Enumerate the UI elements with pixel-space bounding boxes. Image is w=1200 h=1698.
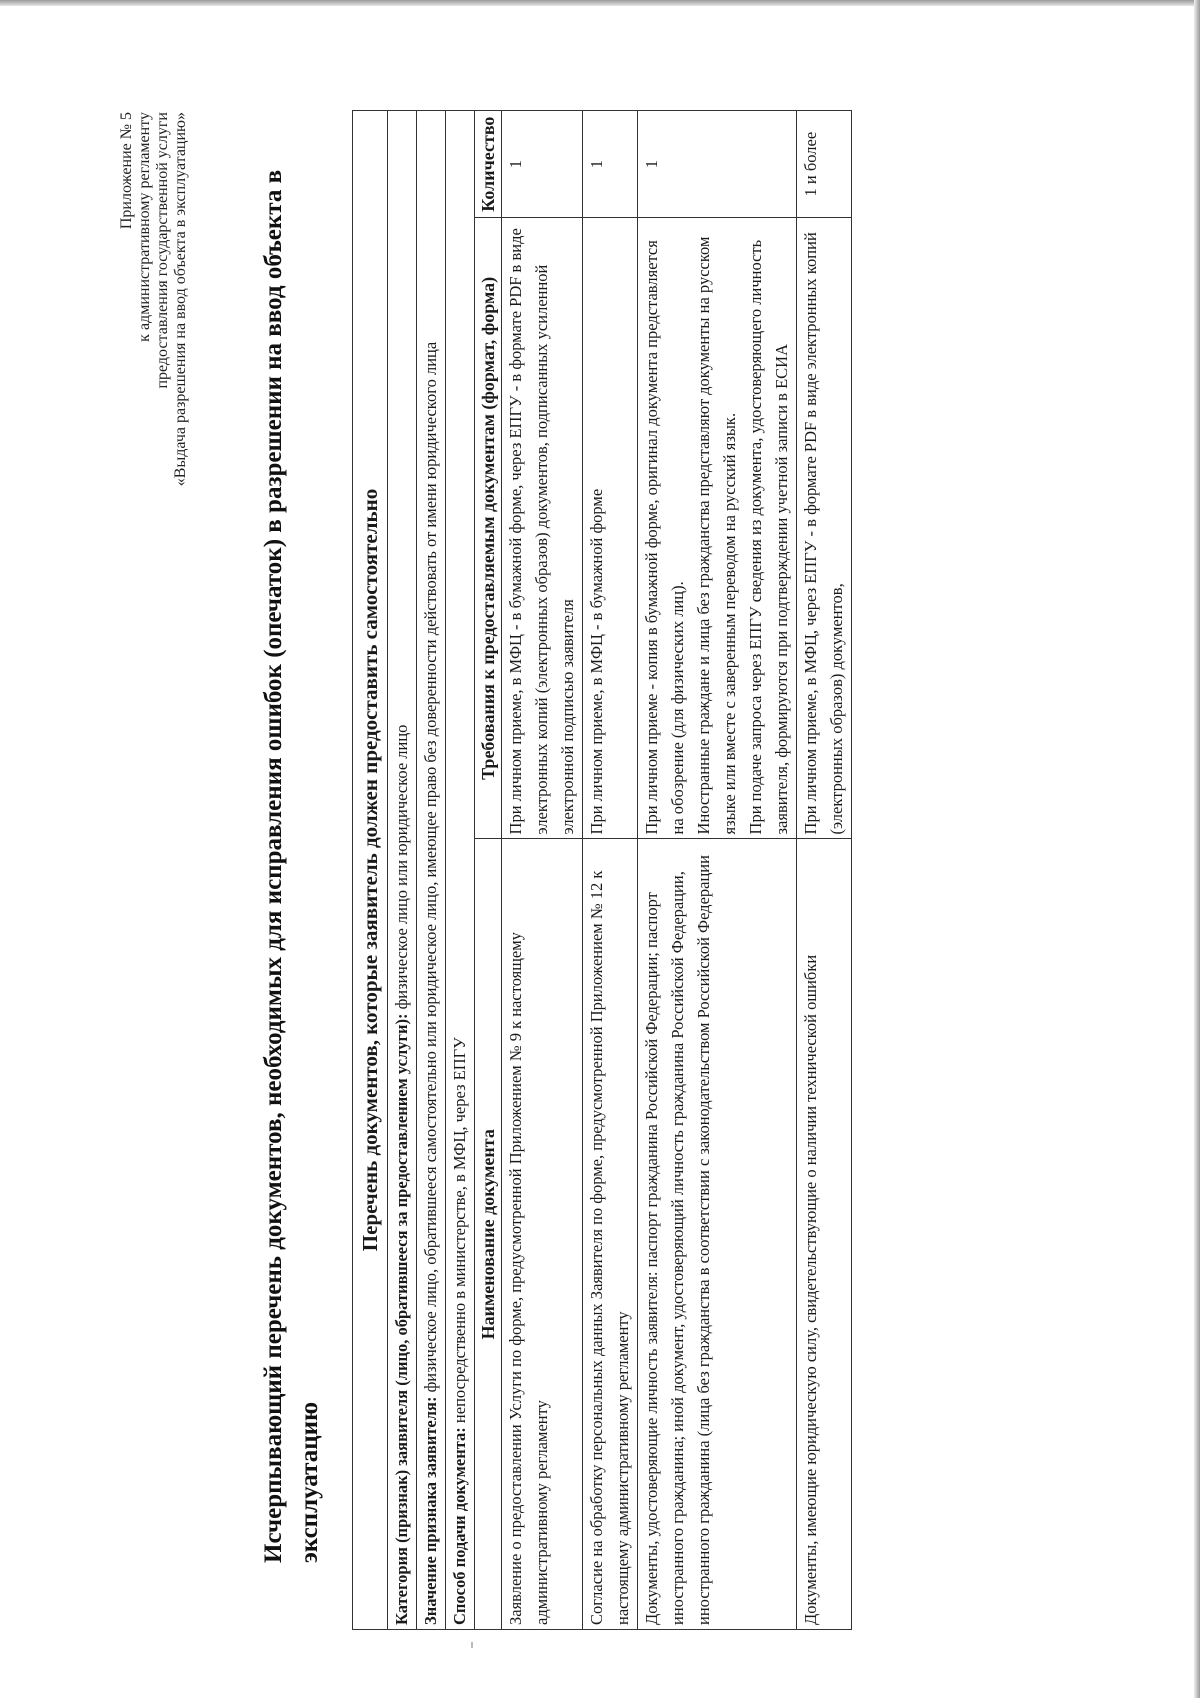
appendix-header xyxy=(118,112,190,1698)
header-quantity: Количество xyxy=(475,111,502,218)
submission-method xyxy=(446,111,475,1630)
document-quantity: 1 и более xyxy=(797,111,852,218)
category-label: Категория (признак) заявителя (лицо, обратившееся за предоставлением услуги): xyxy=(392,1013,411,1625)
document-quantity: 1 xyxy=(583,111,638,218)
section-title: Перечень документов, которые заявитель должен предоставить самостоятельно xyxy=(353,111,388,1630)
appendix-line-3: предоставления государственной услуги xyxy=(154,112,171,389)
document-name: Документы, имеющие юридическую силу, свидетельствующие о наличии технической ошибки xyxy=(797,839,852,1630)
document-name: Документы, удостоверяющие личность заявителя: паспорт гражданина Российской Федерации; паспорт иностранного гражданина; иной документ, удостоверяющий личность гражданина Российской Федерации, иностранного гражданина (лица без гражданства в соответствии с законодательством Российской Федерации xyxy=(638,839,797,1630)
document-quantity: 1 xyxy=(502,111,583,218)
document-requirements xyxy=(638,218,797,839)
applicant-meaning xyxy=(417,111,446,1630)
table-row xyxy=(638,111,797,1630)
category-value: физическое лицо или юридическое лицо xyxy=(392,724,411,1010)
requirement-text: При личном приеме - копия в бумажной форме, оригинал документа представляется на обозрение (для физических лиц). xyxy=(642,240,687,835)
document-requirements xyxy=(502,218,583,839)
method-value: непосредственно в министерстве, в МФЦ, через ЕПГУ xyxy=(450,1037,469,1424)
requirement-text: При личном приеме, в МФЦ, через ЕПГУ - в формате PDF в виде электронных копий (электронных образов) документов, xyxy=(801,232,846,835)
header-requirements: Требования к предоставляемым документам (формат, форма) xyxy=(475,218,502,839)
appendix-line-4: «Выдача разрешения на ввод объекта в эксплуатацию» xyxy=(172,112,189,487)
applicant-category xyxy=(388,111,417,1630)
requirement-text: При подаче запроса через ЕПГУ сведения из документа, удостоверяющего личность заявителя, формируются при подтверждении учетной записи в ЕСИА xyxy=(746,239,791,835)
method-label: Способ подачи документа: xyxy=(450,1427,469,1625)
document-requirements xyxy=(797,218,852,839)
table-row xyxy=(502,111,583,1630)
meaning-label: Значение признака заявителя: xyxy=(421,1396,440,1625)
table-row xyxy=(583,111,638,1630)
appendix-line-1: Приложение № 5 xyxy=(118,112,135,230)
requirement-text: Иностранные граждане и лица без гражданства представляют документы на русском языке или вместе с заверенным переводом на русский язык. xyxy=(694,236,739,835)
document-quantity: 1 xyxy=(638,111,797,218)
header-document-name: Наименование документа xyxy=(475,839,502,1630)
requirement-text: При личном приеме, в МФЦ - в бумажной форме xyxy=(587,488,606,835)
document-name: Заявление о предоставлении Услуги по форме, предусмотренной Приложением № 9 к настоящему административному регламенту xyxy=(502,839,583,1630)
documents-table xyxy=(352,110,852,1630)
table-row xyxy=(797,111,852,1630)
requirement-text: При личном приеме, в МФЦ - в бумажной форме, через ЕПГУ - в формате PDF в виде электронных копий (электронных образов) документов, подписанных усиленной электронной подписью заявителя xyxy=(506,228,577,835)
document-name: Согласие на обработку персональных данных Заявителя по форме, предусмотренной Приложением № 12 к настоящему административному регламенту xyxy=(583,839,638,1630)
meaning-value: физическое лицо, обратившееся самостоятельно или юридическое лицо, имеющее право без доверенности действовать от имени юридического лица xyxy=(421,341,440,1393)
document-title: Исчерпывающий перечень документов, необходимых для исправления ошибок (опечаток) в разрешении на ввод объекта в эксплуатацию xyxy=(260,169,323,1563)
document-requirements xyxy=(583,218,638,839)
appendix-line-2: к административному регламенту xyxy=(136,112,153,342)
